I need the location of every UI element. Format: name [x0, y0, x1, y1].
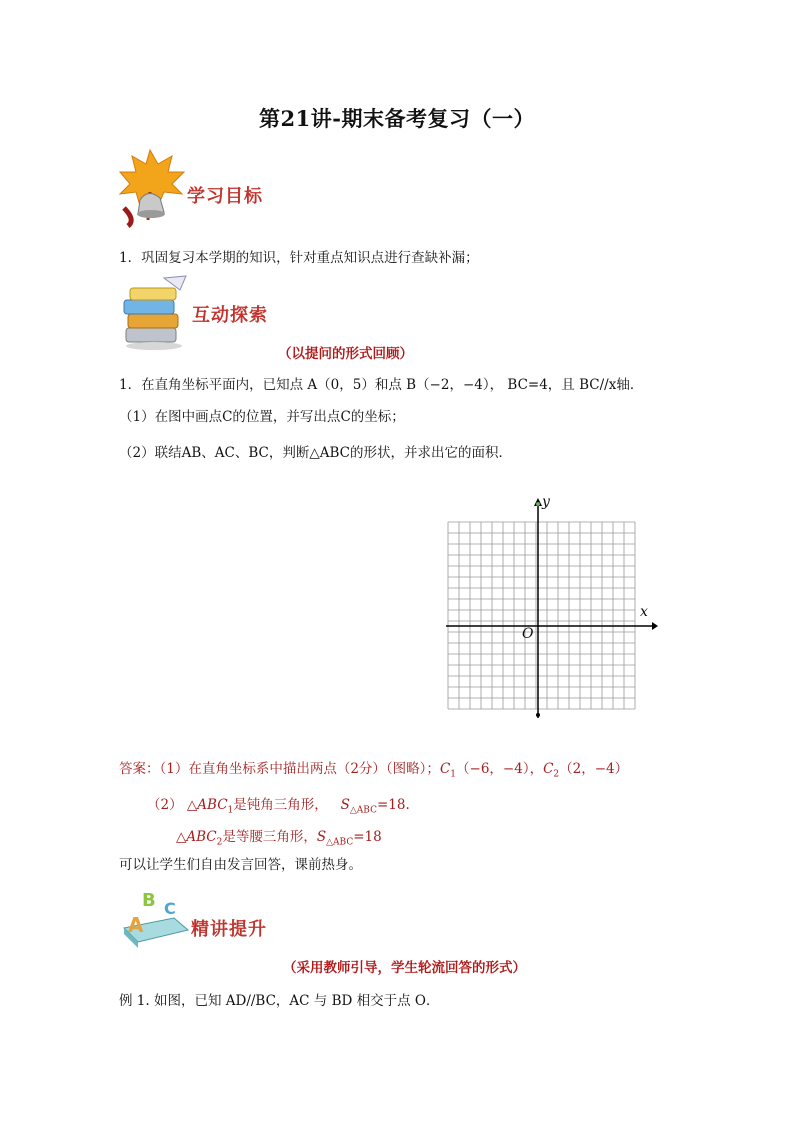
page-title: 第21讲-期末备考复习（一）	[259, 106, 535, 131]
section-label-explore: 互动探索	[192, 305, 268, 326]
question-1-part-1: （1）在图中画点C的位置，并写出点C的坐标；	[119, 409, 405, 425]
teacher-note: 可以让学生们自由发言回答，课前热身。	[119, 857, 362, 873]
lecture-subheading: （采用教师引导，学生轮流回答的形式）	[283, 960, 526, 976]
question-1-part-2: （2）联结AB、AC、BC，判断△ABC的形状，并求出它的面积．	[119, 445, 512, 461]
example-1: 例 1. 如图，已知 AD//BC，AC 与 BD 相交于点 O．	[119, 993, 440, 1009]
question-1: 1．在直角坐标平面内，已知点 A（0，5）和点 B（−2，−4）， BC=4，且 BC//x轴．	[119, 377, 644, 393]
goals-item-1: 1．巩固复习本学期的知识，针对重点知识点进行查缺补漏；	[119, 250, 479, 266]
explore-subheading: （以提问的形式回顾）	[278, 346, 413, 362]
coordinate-grid[interactable]	[446, 494, 658, 720]
y-axis-label: y	[542, 494, 550, 510]
answer-part-2a: （2） $\triangle ABC_1$是钝角三角形， $S_{\triangle ABC}=18$.	[147, 797, 410, 816]
origin-label: O	[522, 626, 534, 642]
x-axis-label: x	[640, 604, 648, 620]
svg-text:A: A	[128, 913, 144, 937]
books-icon	[120, 272, 192, 352]
abc-book-icon	[118, 884, 194, 954]
answer-part-2b: $\triangle ABC_2$是等腰三角形，$S_{\triangle ABC}=18$	[176, 829, 382, 848]
answer-part-1: 答案：（1）在直角坐标系中描出两点（2分）（图略）；$C_1(-6$，−4），$C_2(2$，−4）	[119, 761, 629, 780]
maple-bell-icon	[118, 148, 188, 228]
section-label-lecture: 精讲提升	[191, 919, 267, 940]
svg-text:B: B	[142, 890, 156, 911]
svg-text:C: C	[164, 899, 176, 918]
section-label-goals: 学习目标	[187, 186, 263, 207]
